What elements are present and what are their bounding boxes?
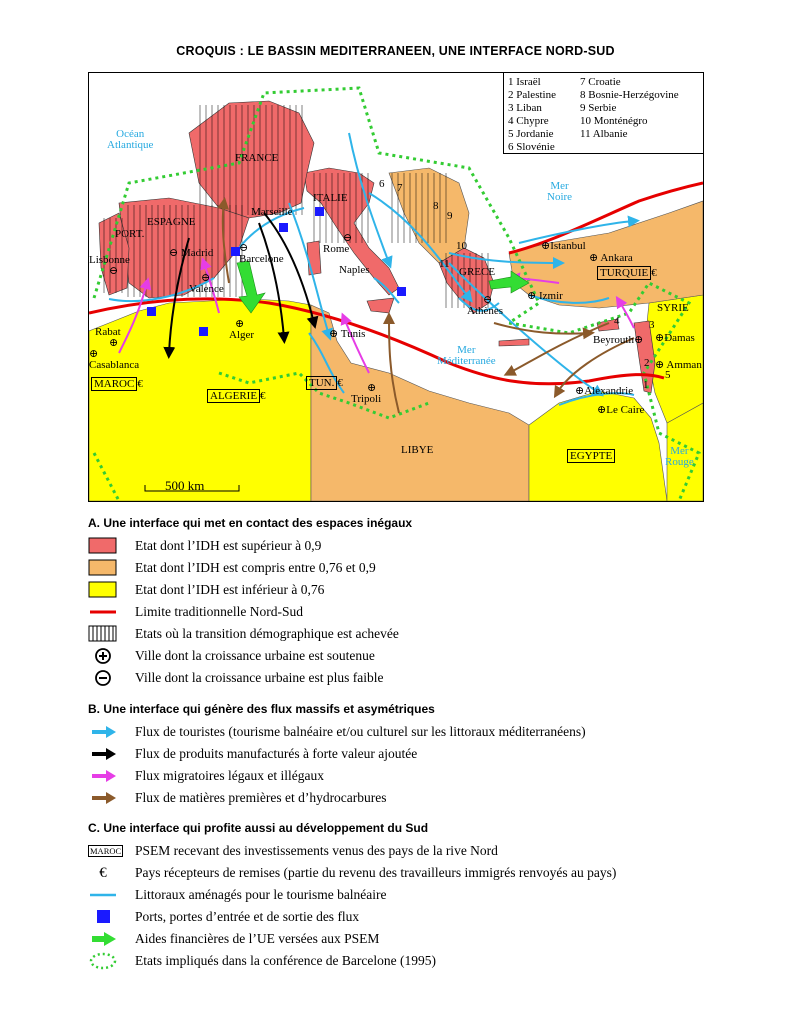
port-marker <box>147 307 156 316</box>
list-item: 6 Slovénie <box>508 141 555 153</box>
city-izmir: ⊕ Izmir <box>527 290 563 302</box>
plus-circle-icon: ⊕ <box>527 290 537 302</box>
label-grece: GRECE <box>459 266 496 278</box>
legend-item <box>88 668 778 688</box>
pink-arrow-icon <box>88 766 118 786</box>
legend-text: Ville dont la croissance urbaine est soutenue <box>135 648 375 663</box>
list-item: 10 Monténégro <box>580 115 648 127</box>
red-line-icon <box>88 602 118 622</box>
legend-text: Etat dont l’IDH est supérieur à 0,9 <box>135 538 322 553</box>
plus-circle-icon: ⊕ <box>633 334 644 346</box>
euro-icon: € <box>651 267 657 279</box>
legend-text: Etats impliqués dans la conférence de Barcelone (1995) <box>135 953 437 968</box>
legend-item <box>88 602 778 622</box>
city-lisbonne: Lisbonne ⊖ <box>89 254 130 277</box>
num-10: 10 <box>456 240 467 252</box>
city-marseille: Marseille <box>251 206 293 218</box>
list-left-column <box>508 76 556 154</box>
euro-icon: € <box>99 865 107 881</box>
legend-text: Aides financières de l’UE versées aux PSEM <box>135 931 380 946</box>
city-madrid: ⊖ Madrid <box>169 247 214 259</box>
orange-swatch-icon <box>88 558 118 578</box>
num-4: 4 <box>614 315 620 327</box>
legend-text: Etat dont l’IDH est compris entre 0,76 et 0,9 <box>135 560 376 575</box>
city-athenes: ⊖ Athènes <box>467 294 504 317</box>
list-right-column <box>580 76 679 141</box>
legend-text: PSEM recevant des investissements venus des pays de la rive Nord <box>135 843 498 858</box>
label-maroc <box>91 379 143 390</box>
label-syrie: SYRIE <box>657 302 689 314</box>
legend-item <box>88 788 778 808</box>
red-swatch-icon <box>88 536 118 556</box>
label-mer-noire: Mer Noire <box>547 180 573 203</box>
city-le-caire: ⊕Le Caire <box>597 404 645 416</box>
legend-text: Limite traditionnelle Nord-Sud <box>135 604 303 619</box>
minus-circle-icon: ⊖ <box>169 247 179 259</box>
port-marker <box>397 287 406 296</box>
legend-item <box>88 744 778 764</box>
num-9: 9 <box>447 210 453 222</box>
list-item: 8 Bosnie-Herzégovine <box>580 89 679 101</box>
legend-item <box>88 536 778 556</box>
city-tunis: ⊕ Tunis <box>329 328 366 340</box>
city-casablanca: ⊕ Casablanca <box>89 348 140 371</box>
label-libye: LIBYE <box>401 444 434 456</box>
minus-circle-icon: ⊖ <box>343 232 353 244</box>
plus-circle-icon: ⊕ <box>575 385 585 397</box>
city-ankara: ⊕ Ankara <box>589 252 633 264</box>
legend-item <box>88 766 778 786</box>
legend-text: Littoraux aménagés pour le tourisme balnéaire <box>135 887 387 902</box>
label-egypte <box>567 451 615 462</box>
city-damas: ⊕Damas <box>655 332 695 344</box>
legend-item <box>88 907 778 927</box>
mediterranean-map <box>88 72 704 502</box>
legend-item <box>88 885 778 905</box>
turquie-box: TURQUIE <box>597 266 651 280</box>
list-item: 1 Israël <box>508 76 541 88</box>
city-valence: ⊖ Valence <box>189 272 224 295</box>
plus-circle-icon: ⊕ <box>109 337 119 349</box>
list-item: 11 Albanie <box>580 128 628 140</box>
num-11: 11 <box>439 258 450 270</box>
minus-circle-icon: ⊖ <box>201 272 211 284</box>
blue-square-icon <box>88 907 118 927</box>
maroc-box: MAROC <box>91 377 137 391</box>
num-1: 1 <box>643 379 649 391</box>
list-item: 4 Chypre <box>508 115 549 127</box>
num-7: 7 <box>397 182 403 194</box>
plus-circle-icon: ⊕ <box>655 332 665 344</box>
legend-item <box>88 624 778 644</box>
label-italie: ITALIE <box>313 192 348 204</box>
legend-item <box>88 558 778 578</box>
city-barcelone: ⊖ Barcelone <box>239 242 284 265</box>
city-amman: ⊕ Amman <box>655 359 702 371</box>
plus-circle-icon <box>88 646 118 666</box>
minus-circle-icon: ⊖ <box>109 265 119 277</box>
legend-text: Etat dont l’IDH est inférieur à 0,76 <box>135 582 325 597</box>
legend-text: Flux de produits manufacturés à forte valeur ajoutée <box>135 746 418 761</box>
list-item: 9 Serbie <box>580 102 617 114</box>
hatch-swatch-icon <box>88 624 118 644</box>
minus-circle-icon: ⊖ <box>239 242 249 254</box>
legend-item <box>88 929 778 949</box>
algerie-box: ALGERIE <box>207 389 260 403</box>
legend-text: Flux de matières premières et d’hydrocarbures <box>135 790 387 805</box>
legend-section-c: C. Une interface qui profite aussi au développement du Sud <box>88 821 429 835</box>
legend-text: Pays récepteurs de remises (partie du revenu des travailleurs immigrés renvoyés au pays) <box>135 865 617 880</box>
plus-circle-icon: ⊕ <box>329 328 339 340</box>
legend-section-b: B. Une interface qui génère des flux massifs et asymétriques <box>88 702 435 716</box>
legend-item <box>88 580 778 600</box>
city-tripoli: ⊕ Tripoli <box>351 382 382 405</box>
legend-text: Flux de touristes (tourisme balnéaire et/ou culturel sur les littoraux méditerranéens) <box>135 724 586 739</box>
port-marker <box>315 207 324 216</box>
legend-item <box>88 841 778 861</box>
euro-icon: € <box>260 390 266 402</box>
blue-arrow-icon <box>88 722 118 742</box>
city-istanbul: ⊕Istanbul <box>541 240 586 252</box>
num-8: 8 <box>433 200 439 212</box>
minus-circle-icon <box>88 668 118 688</box>
minus-circle-icon: ⊖ <box>483 294 493 306</box>
legend-text: Ville dont la croissance urbaine est plus faible <box>135 670 384 685</box>
list-item: 3 Liban <box>508 102 542 114</box>
city-alger: ⊕ Alger <box>229 318 255 341</box>
label-algerie <box>207 391 266 402</box>
city-alexandrie: ⊕Alexandrie <box>575 385 634 397</box>
city-beyrouth: Beyrouth⊕ <box>593 334 644 346</box>
port-marker <box>199 327 208 336</box>
plus-circle-icon: ⊕ <box>541 240 551 252</box>
green-arrow-icon <box>88 929 118 949</box>
plus-circle-icon: ⊕ <box>235 318 245 330</box>
tun-box: TUN. <box>306 376 337 390</box>
label-tunisie <box>306 378 343 389</box>
legend-item <box>88 722 778 742</box>
legend-text: Flux migratoires légaux et illégaux <box>135 768 324 783</box>
brown-arrow-icon <box>88 788 118 808</box>
plus-circle-icon: ⊕ <box>367 382 377 394</box>
legend-text: Ports, portes d’entrée et de sortie des flux <box>135 909 360 924</box>
numbered-country-list <box>503 73 703 154</box>
label-mer-mediterranee: Mer Méditerranée <box>437 344 496 367</box>
black-arrow-icon <box>88 744 118 764</box>
legend-text: Etats où la transition démographique est achevée <box>135 626 399 641</box>
scale-label: 500 km <box>165 478 205 493</box>
num-5: 5 <box>665 369 671 381</box>
port-marker <box>279 223 288 232</box>
city-naples: Naples <box>339 264 370 276</box>
num-2: 2 <box>644 357 650 369</box>
num-6: 6 <box>379 178 385 190</box>
maroc-box-symbol: MAROC <box>90 846 122 856</box>
legend-item <box>88 646 778 666</box>
legend-section-a: A. Une interface qui met en contact des espaces inégaux <box>88 516 413 530</box>
label-france: FRANCE <box>235 152 279 164</box>
city-rabat: Rabat ⊕ <box>95 326 121 349</box>
egypte-box: EGYPTE <box>567 449 615 463</box>
label-portugal: PORT. <box>115 228 145 240</box>
page-title: CROQUIS : LE BASSIN MEDITERRANEEN, UNE INTERFACE NORD-SUD <box>176 44 615 58</box>
euro-icon: € <box>137 378 143 390</box>
plus-circle-icon: ⊕ <box>655 359 665 371</box>
label-mer-rouge: Mer Rouge <box>665 445 694 468</box>
blue-line-icon <box>88 885 118 905</box>
city-rome: ⊖ Rome <box>323 232 353 255</box>
list-item: 2 Palestine <box>508 89 556 101</box>
label-espagne: ESPAGNE <box>147 216 196 228</box>
legend-item <box>88 951 778 971</box>
yellow-swatch-icon <box>88 580 118 600</box>
plus-circle-icon: ⊕ <box>589 252 599 264</box>
plus-circle-icon: ⊕ <box>597 404 607 416</box>
ocean-label: Océan Atlantique <box>107 128 154 151</box>
num-3: 3 <box>649 319 655 331</box>
euro-icon: € <box>337 377 343 389</box>
legend-item <box>88 863 778 883</box>
label-turquie <box>597 268 657 279</box>
list-item: 7 Croatie <box>580 76 621 88</box>
green-dashed-circle-icon <box>88 951 118 971</box>
plus-circle-icon: ⊕ <box>89 348 99 360</box>
list-item: 5 Jordanie <box>508 128 554 140</box>
